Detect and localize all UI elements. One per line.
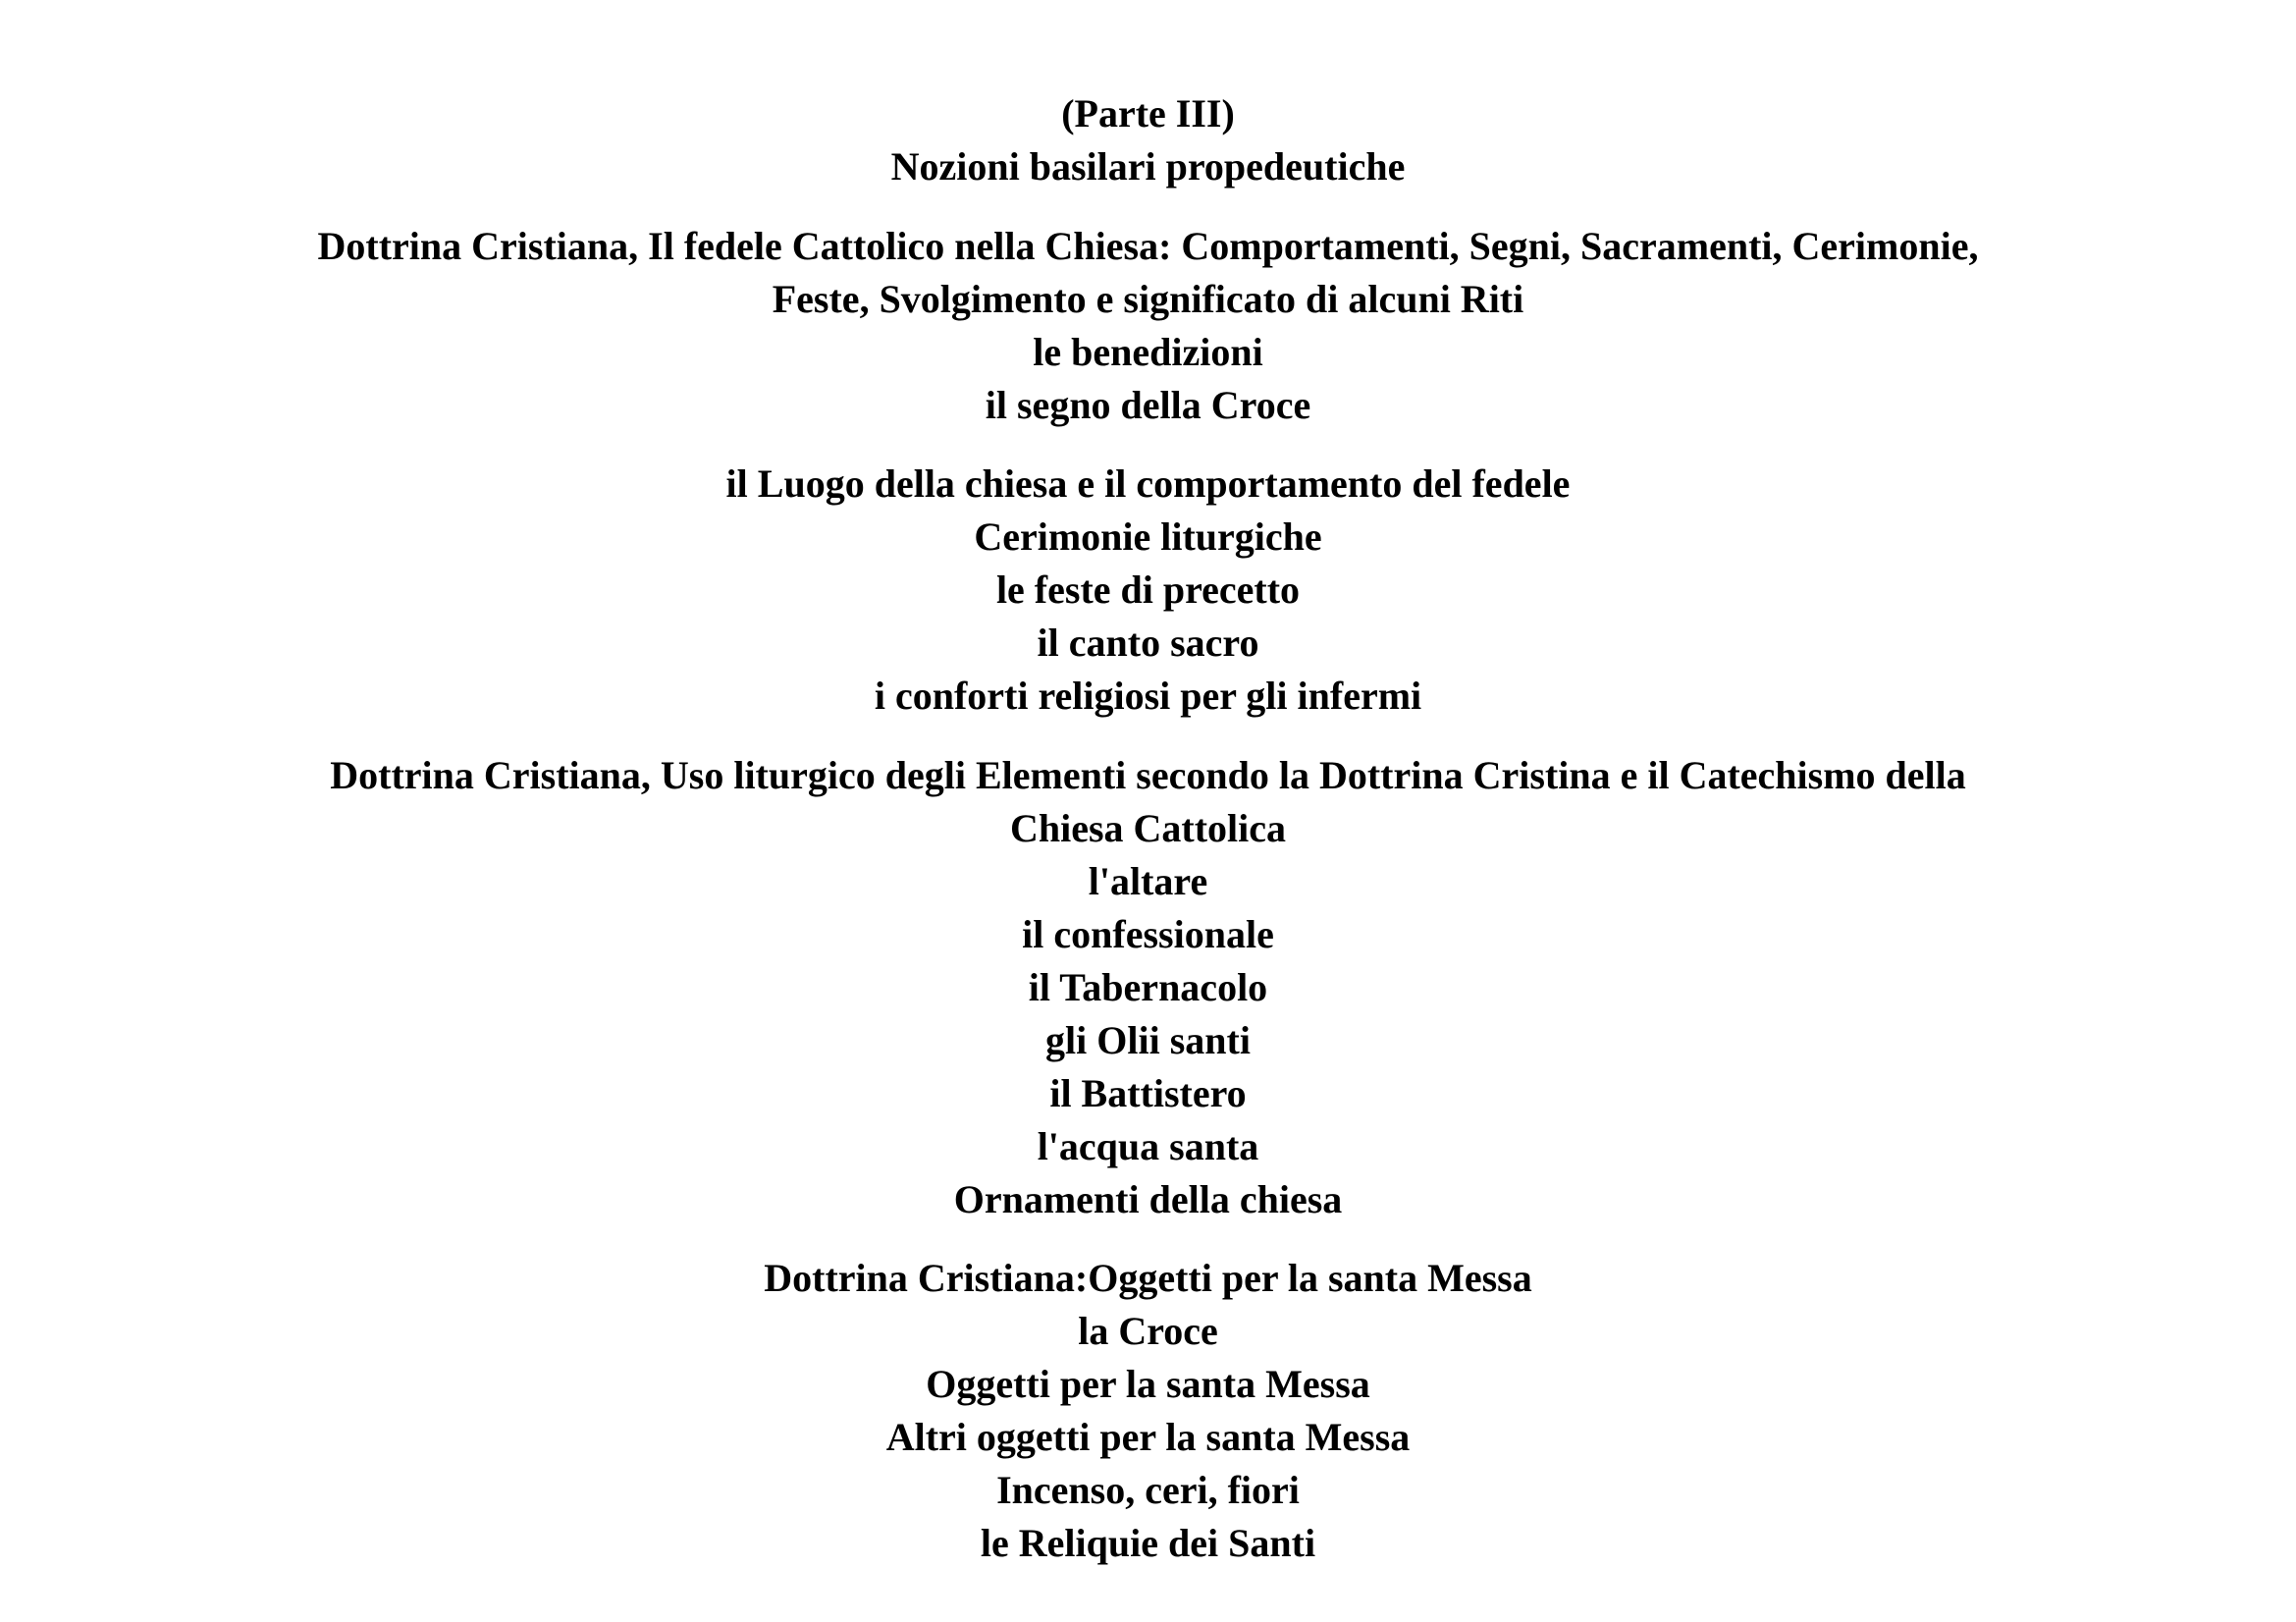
section-2-item: Cerimonie liturgiche [974, 514, 1322, 559]
section-3-item: il confessionale [1022, 912, 1274, 956]
section-3-item: il Battistero [1049, 1071, 1247, 1115]
section-3-title-line-2: Chiesa Cattolica [1009, 806, 1287, 850]
section-3-item: l'altare [1088, 859, 1208, 903]
part-heading: (Parte III) [1061, 91, 1235, 135]
section-3-item: gli Olii santi [1045, 1018, 1251, 1062]
section-1-item: il segno della Croce [985, 383, 1311, 427]
page-subtitle: Nozioni basilari propedeutiche [890, 144, 1406, 189]
section-1-title-line-1: Dottrina Cristiana, Il fedele Cattolico nella Chiesa: Comportamenti, Segni, Sacramenti, Cerimonie, [317, 224, 1979, 268]
section-2-item: il canto sacro [1037, 621, 1259, 665]
section-4-item: le Reliquie dei Santi [980, 1521, 1316, 1565]
section-4-item: la Croce [1078, 1309, 1218, 1353]
section-3-title-line-1: Dottrina Cristiana, Uso liturgico degli Elementi secondo la Dottrina Cristina e il Catechismo della [330, 753, 1966, 797]
section-3-item: l'acqua santa [1037, 1124, 1259, 1168]
section-4-item: Incenso, ceri, fiori [996, 1468, 1300, 1512]
section-3-item: il Tabernacolo [1028, 965, 1268, 1009]
section-4-title: Dottrina Cristiana:Oggetti per la santa Messa [764, 1256, 1532, 1300]
section-2-item: le feste di precetto [995, 568, 1301, 612]
section-4-item: Oggetti per la santa Messa [926, 1362, 1370, 1406]
section-3-item: Ornamenti della chiesa [953, 1177, 1343, 1221]
section-2-item: i conforti religiosi per gli infermi [874, 674, 1422, 718]
section-1-title-line-2: Feste, Svolgimento e significato di alcuni Riti [772, 277, 1524, 321]
section-2-title: il Luogo della chiesa e il comportamento del fedele [725, 461, 1571, 506]
section-4-item: Altri oggetti per la santa Messa [885, 1415, 1411, 1459]
section-1-item: le benedizioni [1033, 330, 1263, 374]
